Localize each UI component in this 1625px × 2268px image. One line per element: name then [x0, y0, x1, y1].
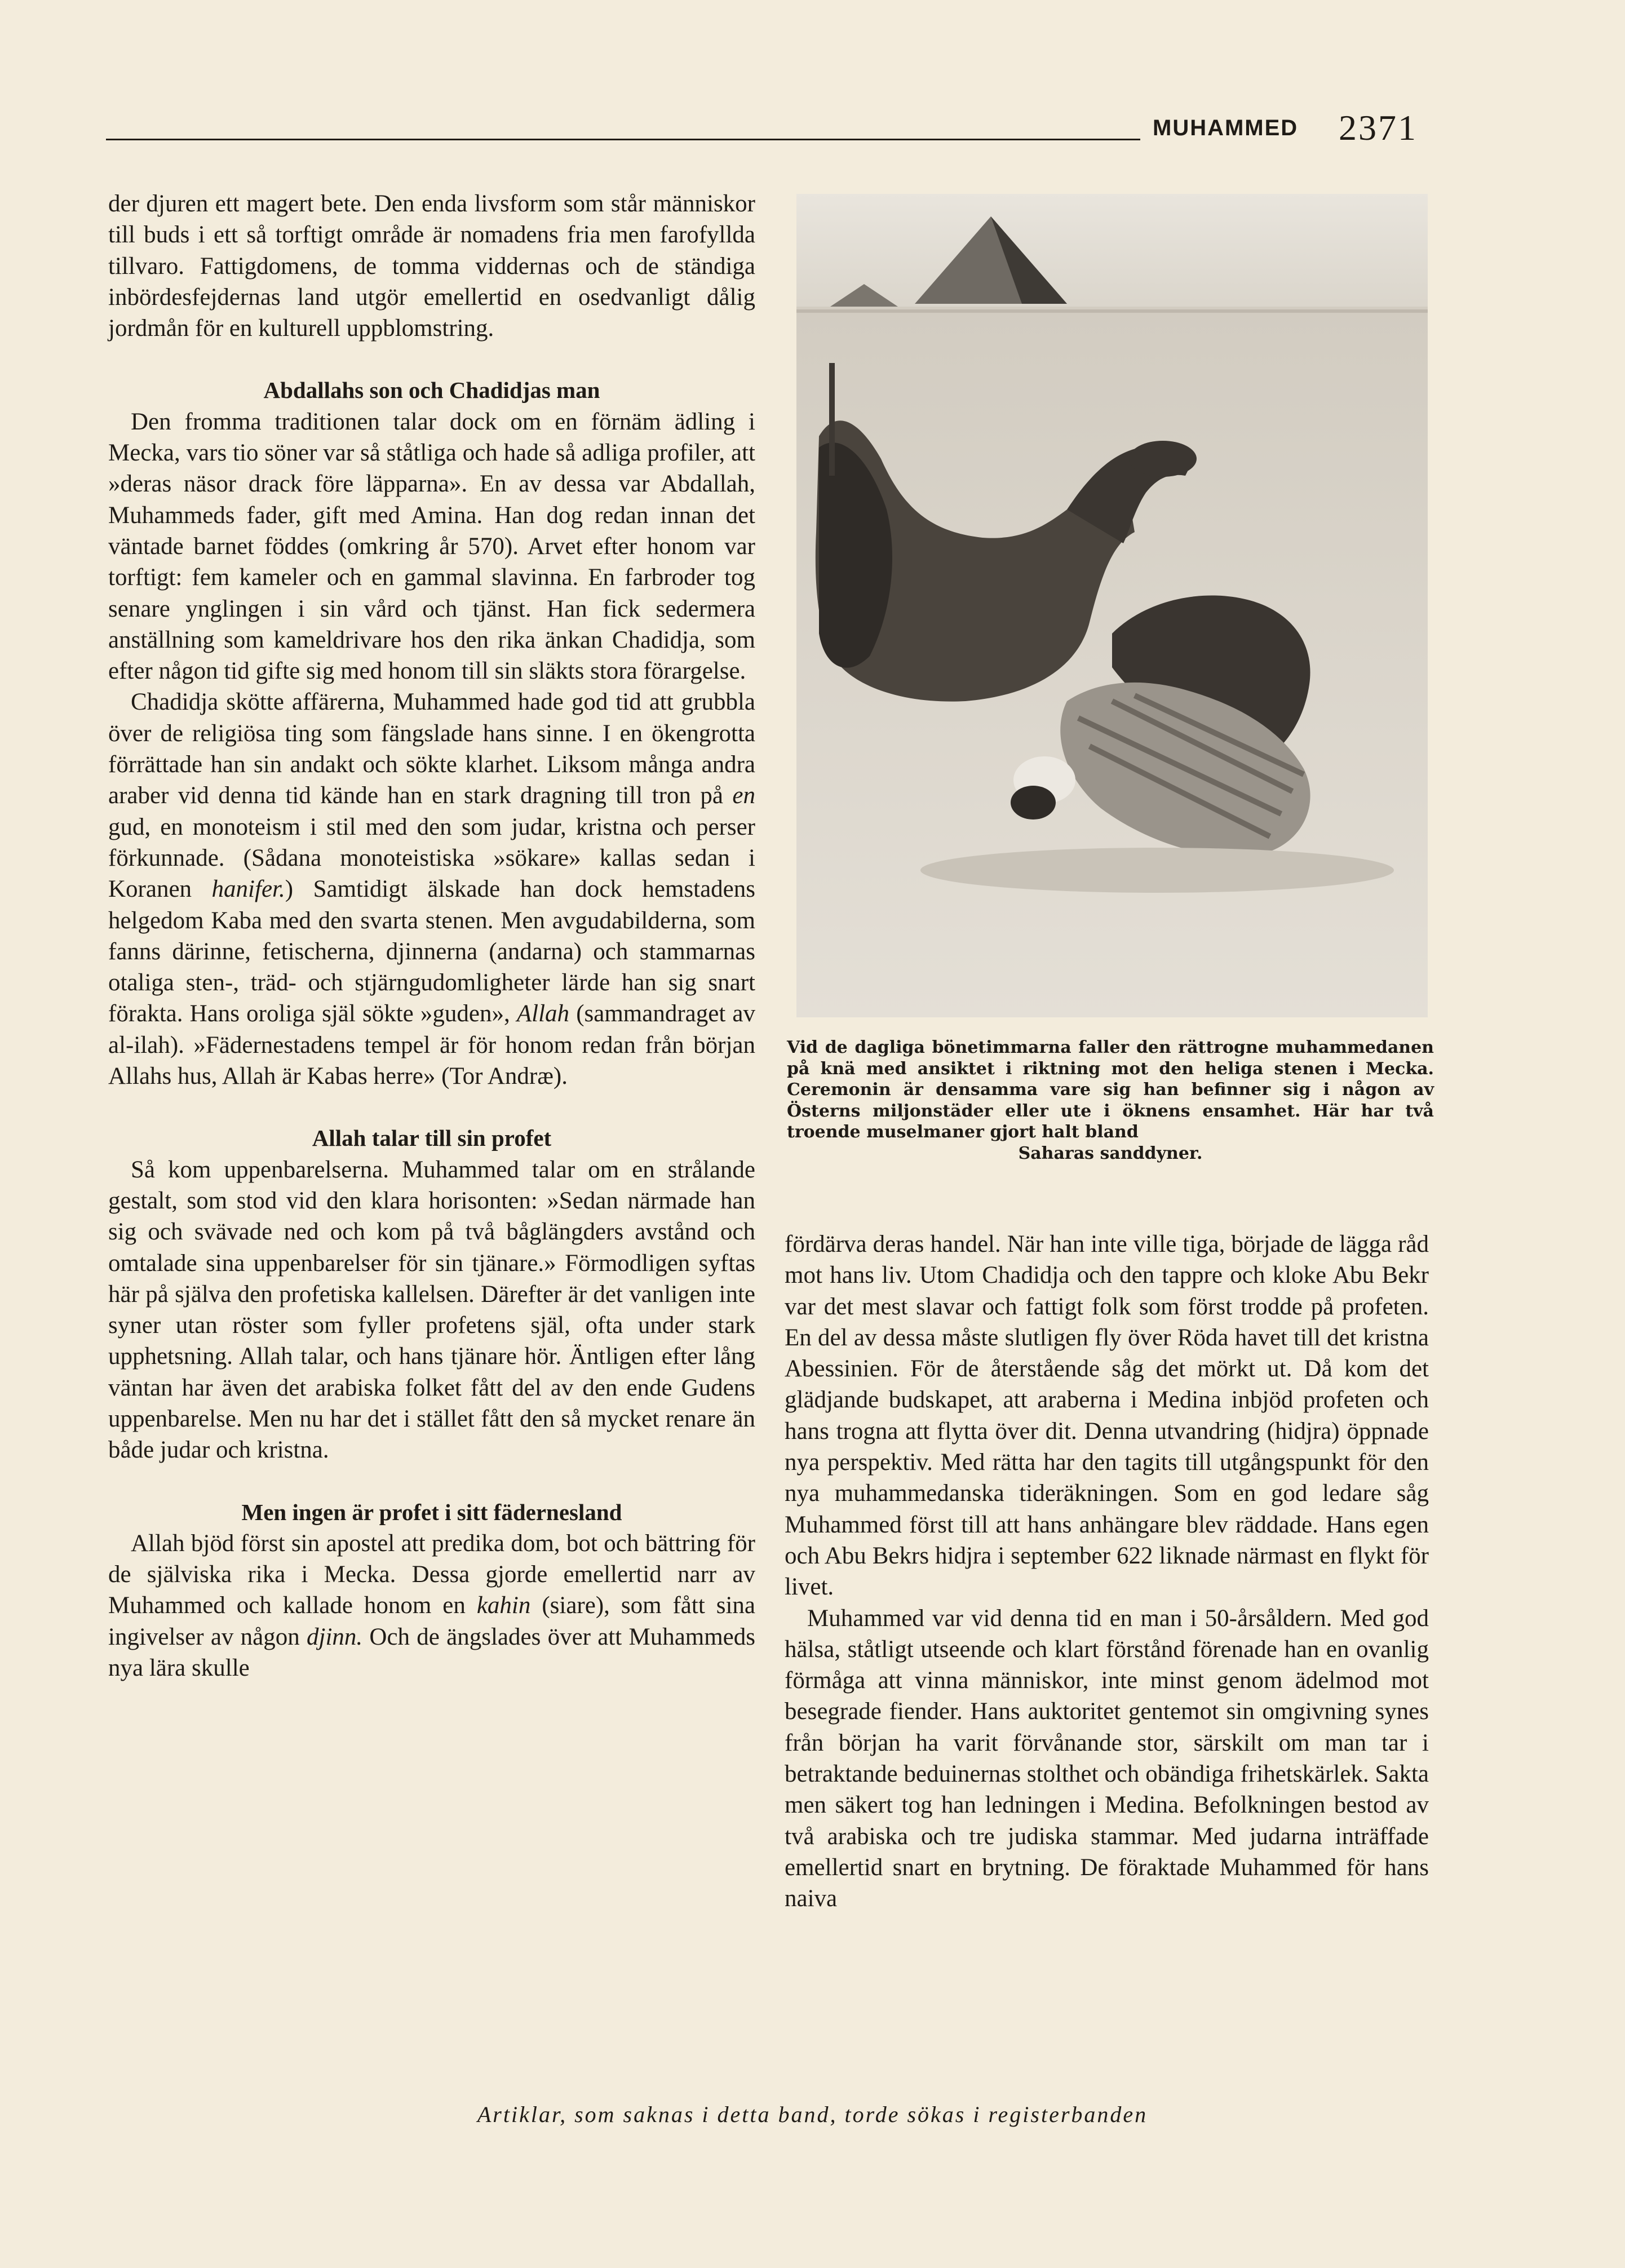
page-footer-note: Artiklar, som saknas i detta band, torde sökas i registerbanden — [477, 2102, 1148, 2127]
running-header-title: MUHAMMED — [1153, 116, 1299, 140]
section-heading: Abdallahs son och Chadidjas man — [263, 377, 600, 404]
section-heading: Allah talar till sin profet — [312, 1125, 552, 1151]
caption-text: Vid de dagliga bönetimmarna faller den rättrogne muhammedanen på knä med ansiktet i riktning mot den heliga stenen i Mecka. Ceremonin är densamma vare sig han befinner sig i någon av Österns miljonstäder eller ute i öknens ensamhet. Här har två troende muselmaner gjort halt bland — [787, 1038, 1434, 1142]
page-number: 2371 — [1339, 108, 1418, 148]
photo-illustration — [796, 194, 1428, 1017]
paragraph: der djuren ett magert bete. Den enda livsform som står människor till buds i ett så torftigt område är nomadens fria men farofyllda tillvaro. Fattigdomens, de tomma viddernas och de ständiga inbördesfejdernas land utgör emellertid en osedvanligt dålig jordmån för en kulturell uppblomstring. — [108, 191, 755, 342]
paragraph: Så kom uppenbarelserna. Muhammed talar om en strålande gestalt, som stod vid den klara horisonten: »Sedan närmade han sig och svävade ned och kom på två båglängders avstånd och omtalade sina uppenbarelser för sin tjänare.» Förmodligen syftas här på själva den profetiska kallelsen. Därefter är det vanligen inte syner utan röster som fyller profetens själ, ofta under stark upphetsning. Allah talar, och hans tjänare hör. Äntligen efter lång väntan har även det arabiska folket fått del av den ende Gudens uppenbarelse. Men nu har det i stället fått den så mycket renare än både judar och kristna. — [108, 1156, 755, 1464]
section-heading: Men ingen är profet i sitt fädernesland — [241, 1499, 622, 1525]
paragraph: Allah bjöd först sin apostel att predika dom, bot och bättring för de själviska rika i Mecka. Dessa gjorde emellertid narr av Muhammed och kallade honom en kahin (siare), som fått sina ingivelser av någon djinn. Och de ängslades över att Muhammeds nya lära skulle — [108, 1530, 755, 1682]
header-rule — [106, 139, 1140, 140]
photo-caption — [787, 1037, 1434, 1164]
paragraph: Den fromma traditionen talar dock om en förnäm ädling i Mecka, vars tio söner var så ståtliga och hade så adliga profiler, att »deras näsor drack före läpparna». En av dessa var Abdallah, Muhammeds fader, gift med Amina. Han dog redan innan det väntade barnet föddes (omkring år 570). Arvet efter honom var torftigt: fem kameler och en gammal slavinna. En farbroder tog senare ynglingen i sin vård och tjänst. Han fick sedermera anställning som kameldrivare hos den rika änkan Chadidja, som efter någon tid gifte sig med honom till sin släkts stora förargelse. — [108, 408, 755, 685]
left-column — [108, 188, 755, 1684]
paragraph: fördärva deras handel. När han inte ville tiga, började de lägga råd mot hans liv. Utom Chadidja och den tappre och kloke Abu Bekr var det mest slavar och fattigt folk som först trodde på profeten. En del av dessa måste slutligen fly över Röda havet till det kristna Abessinien. För de återstående såg det mörkt ut. Då kom det glädjande budskapet, att araberna i Medina inbjöd profeten och hans trogna att flytta över dit. Denna utvandring (hidjra) öppnade nya perspektiv. Med rätta har den tagits till utgångspunkt för den nya muhammedanska tideräkningen. Som en god ledare såg Muhammed först till att hans anhängare blev räddade. Hans egen och Abu Bekrs hidjra i september 622 liknade närmast en flykt för livet. — [785, 1231, 1429, 1601]
right-column — [785, 1229, 1429, 1915]
paragraph: Chadidja skötte affärerna, Muhammed hade god tid att grubbla över de religiösa ting som fängslade hans sinne. I en ökengrotta förrättade han sin andakt och sökte klarhet. Liksom många andra araber vid denna tid kände han en stark dragning till tron på en gud, en monoteism i stil med den som judar, kristna och perser förkunnade. (Sådana monoteistiska »sökare» kallas sedan i Koranen hanifer.) Samtidigt älskade han dock hemstadens helgedom Kaba med den svarta stenen. Men avgudabilderna, som fanns därinne, fetischerna, djinnerna (andarna) och stammarnas otaliga sten-, träd- och stjärngudomligheter lärde han sig snart förakta. Hans oroliga själ sökte »guden», Allah (sammandraget av al-ilah). »Fädernestadens tempel är för honom redan från början Allahs hus, Allah är Kabas herre» (Tor Andræ). — [108, 689, 756, 1090]
caption-last-line: Saharas sanddyner. — [1018, 1143, 1203, 1163]
paragraph: Muhammed var vid denna tid en man i 50-årsåldern. Med god hälsa, ståtligt utseende och klart förstånd förenade han en ovanlig förmåga att vinna människor, inte minst genom ädelmod mot besegrade fiender. Hans auktoritet gentemot sin omgivning synes från början ha varit förvånande stor, särskilt om man tar i betraktande beduinernas stolthet och obändiga frihetskärlek. Sakta men säkert tog han ledningen i Medina. Befolkningen bestod av två arabiska och tre judiska stammar. Med judarna inträffade emellertid snart en brytning. De föraktade Muhammed för hans naiva — [785, 1605, 1429, 1912]
photograph-camel-and-praying-man — [796, 194, 1428, 1017]
